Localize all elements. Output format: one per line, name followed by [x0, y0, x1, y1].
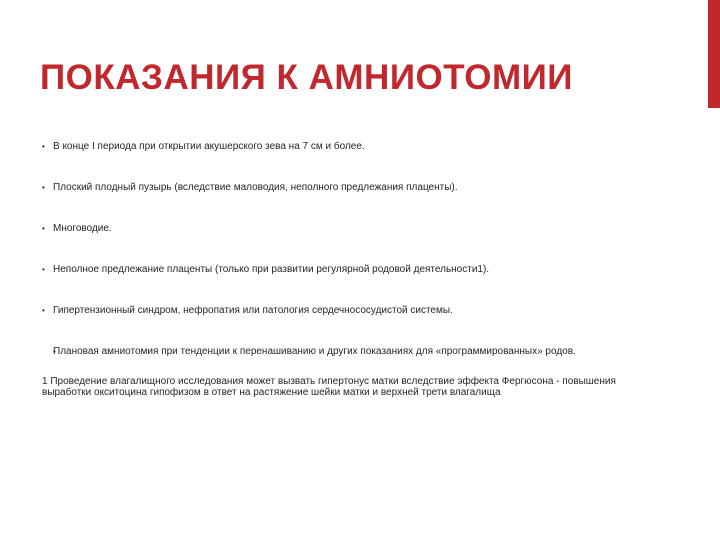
bullet-item: • Гипертензионный синдром, нефропатия или патология сердечнососудистой системы.: [42, 305, 652, 317]
bullet-item: • Многоводие.: [42, 223, 652, 235]
bullet-item: • Плоский плодный пузырь (вследствие маловодия, неполного предлежания плаценты).: [42, 182, 652, 194]
bullet-item: • Неполное предлежание плаценты (только при развитии регулярной родовой деятельности1).: [42, 264, 652, 276]
bullet-item: • В конце I периода при открытии акушерского зева на 7 см и более.: [42, 141, 652, 153]
accent-bar: [708, 0, 720, 108]
slide-content: [42, 141, 652, 398]
footnote: 1 Проведение влагалищного исследования может вызвать гипертонус матки вследствие эффекта Фергюсона - повышения выработки окситоцина гипофизом в ответ на растяжение шейки матки и верхней трети влагалища: [42, 376, 616, 398]
bullet-item: • Плановая амниотомия при тенденции к перенашиванию и других показаниях для «программированных» родов.: [42, 346, 652, 358]
slide-title: ПОКАЗАНИЯ К АМНИОТОМИИ: [40, 58, 573, 97]
bullet-list: [42, 141, 652, 358]
